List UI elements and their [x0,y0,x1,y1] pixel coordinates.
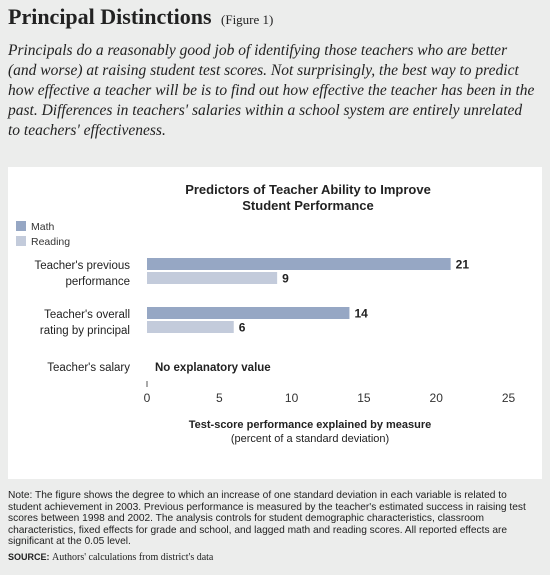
figure-number: (Figure 1) [221,12,274,27]
category-label: Teacher's previous [34,260,130,272]
x-tick-label: 20 [429,391,443,405]
chart-title-line: Predictors of Teacher Ability to Improve [185,182,431,197]
chart-title-line: Student Performance [242,198,374,213]
legend-label-math: Math [31,221,55,233]
legend-label-reading: Reading [31,236,71,248]
x-tick-label: 5 [215,391,223,405]
category-label: performance [65,276,130,288]
category-label: Teacher's salary [47,362,130,374]
x-tick-label: 0 [143,391,151,405]
figure-note: Note: The figure shows the degree to which an increase of one standard deviation in each variable is related to student achievement in 2003. Previous performance is measured by the teacher's estimated success in raising test scores between 1998 and 2002. The analysis controls for student demographic characteristics, classroom characteristics, fixed effects for grade and school, and lagged math and reading scores. All reported effects are significant at the 0.05 level. [8,490,526,548]
chart-panel [8,167,542,479]
bar-chart [8,167,542,479]
bar-reading [147,272,277,284]
data-label-reading: 9 [282,271,289,286]
source-text: Authors' calculations from district's data [52,552,214,563]
x-tick-label: 15 [357,391,371,405]
legend-swatch-math [16,221,26,231]
figure-title [8,4,273,30]
source-line [8,552,542,563]
data-label-math: 21 [455,257,470,272]
x-axis-label: Test-score performance explained by measure [188,419,432,431]
x-tick-label: 10 [284,391,299,405]
bar-math [147,258,451,270]
bar-math [147,307,349,319]
no-value-annotation: No explanatory value [155,362,271,374]
intro-paragraph: Principals do a reasonably good job of identifying those teachers who are better (and worse) at raising student test scores. Not surprisingly, the best way to predict how effective a teacher will be is to find out how effective the teacher has been in the past. Differences in teachers' salaries within a school system are entirely unrelated to teachers' effectiveness. [8,42,535,139]
x-tick-label: 25 [501,391,516,405]
category-label: Teacher's overall [44,309,130,321]
data-label-reading: 6 [238,320,246,335]
source-label: SOURCE: [8,552,50,562]
bar-reading [147,321,234,333]
x-axis-sublabel: (percent of a standard deviation) [230,433,390,445]
category-label: rating by principal [39,325,130,337]
legend-swatch-reading [16,236,26,246]
figure-title-text: Principal Distinctions [8,4,212,29]
data-label-math: 14 [354,306,368,321]
